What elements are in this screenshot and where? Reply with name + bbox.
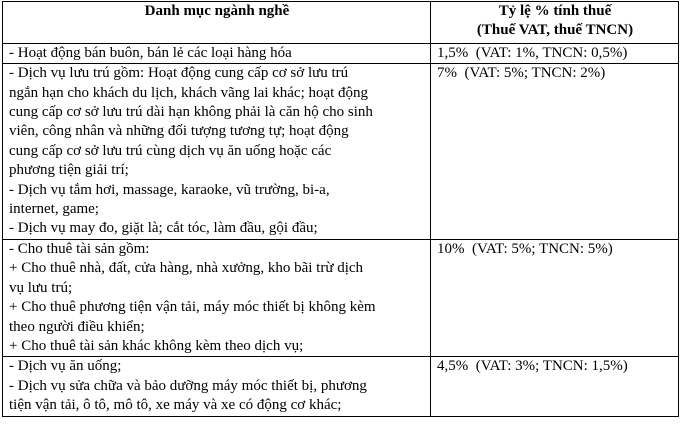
header-category-label: Danh mục ngành nghề (144, 3, 290, 19)
table-header-row (3, 2, 679, 44)
category-line: - Dịch vụ lưu trú gồm: Hoạt động cung cấp cơ sở lưu trú (9, 65, 349, 82)
rate-value: 4,5% (VAT: 3%; TNCN: 1,5%) (437, 358, 628, 375)
category-line: + Cho thuê nhà, đất, cửa hàng, nhà xưởng, kho bãi trừ dịch (9, 260, 364, 277)
category-line: + Cho thuê phương tiện vận tải, máy móc thiết bị không kèm (9, 299, 376, 316)
category-cell (3, 43, 431, 63)
category-line: + Cho thuê tài sản khác không kèm theo dịch vụ; (9, 337, 304, 354)
rate-cell (431, 64, 679, 240)
rate-cell (431, 239, 679, 356)
rate-value: 10% (VAT: 5%; TNCN: 5%) (437, 240, 613, 257)
category-cell (3, 64, 431, 240)
header-tax-rate-line1: Tỷ lệ % tính thuế (498, 3, 612, 19)
category-line: cung cấp cơ sở lưu trú dài hạn không phải là căn hộ cho sinh (9, 104, 373, 121)
rate-value: 7% (VAT: 5%; TNCN: 2%) (437, 65, 606, 82)
category-line: vụ lưu trú; (9, 279, 73, 296)
tax-rate-table (2, 1, 679, 417)
category-line: viên, công nhân và những đối tượng tương tự; hoạt động (9, 123, 349, 140)
category-line: - Dịch vụ sửa chữa và bảo dưỡng máy móc thiết bị, phương (9, 377, 367, 394)
category-line: - Cho thuê tài sản gồm: (9, 240, 150, 257)
category-line: theo người điều khiển; (9, 318, 145, 335)
category-line: - Dịch vụ ăn uống; (9, 358, 122, 375)
category-line: ngắn hạn cho khách du lịch, khách vãng lai khác; hoạt động (9, 84, 369, 101)
category-line: cung cấp cơ sở lưu trú cùng dịch vụ ăn uống hoặc các (9, 142, 332, 159)
category-line: tiện vận tải, ô tô, mô tô, xe máy và xe có động cơ khác; (9, 397, 342, 414)
rate-cell (431, 43, 679, 63)
header-tax-rate (431, 2, 679, 44)
header-tax-rate-line2: (Thuế VAT, thuế TNCN) (476, 22, 634, 39)
category-line: - Hoạt động bán buôn, bán lẻ các loại hàng hóa (9, 44, 292, 61)
category-cell (3, 357, 431, 416)
table-row (3, 43, 679, 63)
category-line: phương tiện giải trí; (9, 162, 129, 179)
category-cell (3, 239, 431, 356)
header-category (3, 2, 431, 44)
table-row (3, 64, 679, 240)
category-line: - Dịch vụ tắm hơi, massage, karaoke, vũ trường, bi-a, (9, 181, 330, 198)
table-row (3, 357, 679, 416)
rate-value: 1,5% (VAT: 1%, TNCN: 0,5%) (437, 44, 628, 61)
category-line: internet, game; (9, 201, 99, 218)
rate-cell (431, 357, 679, 416)
table-row (3, 239, 679, 356)
category-line: - Dịch vụ may đo, giặt là; cắt tóc, làm đầu, gội đầu; (9, 220, 318, 237)
